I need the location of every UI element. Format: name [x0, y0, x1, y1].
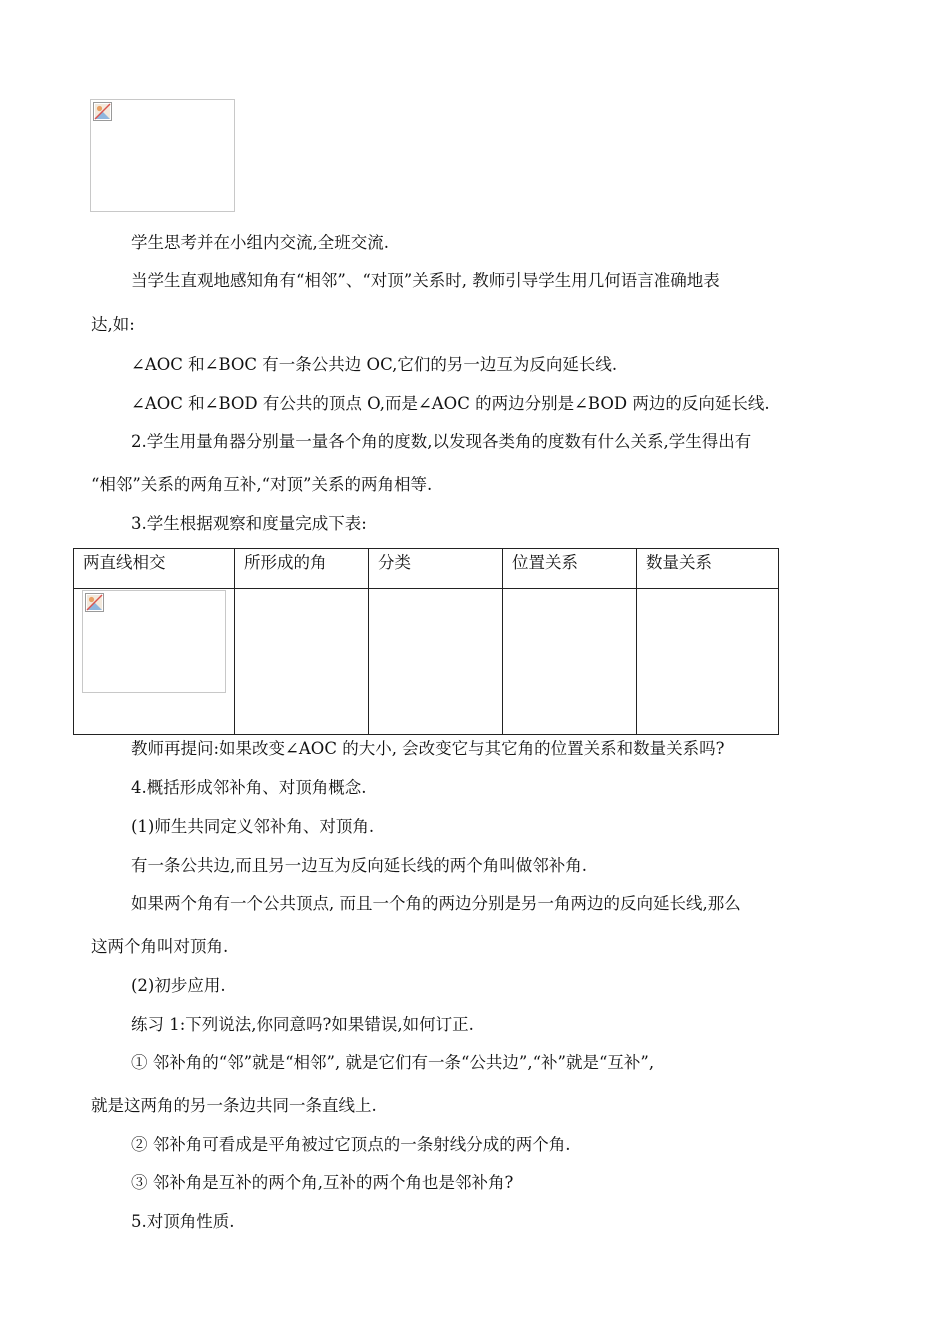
paragraph: 练习 1:下列说法,你同意吗?如果错误,如何订正. — [131, 1015, 474, 1034]
paragraph: 如果两个角有一个公共顶点, 而且一个角的两边分别是另一角两边的反向延长线,那么 — [131, 894, 741, 913]
comparison-table — [73, 548, 779, 735]
paragraph: 达,如: — [91, 315, 135, 334]
paragraph: ② 邻补角可看成是平角被过它顶点的一条射线分成的两个角. — [131, 1135, 571, 1154]
paragraph: 4.概括形成邻补角、对顶角概念. — [131, 778, 367, 797]
paragraph: ∠AOC 和∠BOC 有一条公共边 OC,它们的另一边互为反向延长线. — [131, 355, 618, 374]
broken-image-icon — [85, 593, 104, 612]
paragraph: “相邻”关系的两角互补,“对顶”关系的两角相等. — [91, 475, 433, 494]
table-header-cell: 分类 — [369, 549, 503, 589]
paragraph: 这两个角叫对顶角. — [91, 937, 229, 956]
paragraph: (1)师生共同定义邻补角、对顶角. — [131, 817, 375, 836]
table-cell — [369, 589, 503, 735]
table-cell — [74, 589, 235, 735]
table-header-cell: 位置关系 — [503, 549, 637, 589]
paragraph: 5.对顶角性质. — [131, 1212, 235, 1231]
paragraph: ① 邻补角的“邻”就是“相邻”, 就是它们有一条“公共边”,“补”就是“互补”, — [131, 1053, 655, 1072]
paragraph: ∠AOC 和∠BOD 有公共的顶点 O,而是∠AOC 的两边分别是∠BOD 两边的反向延长线. — [131, 394, 770, 413]
broken-image-icon — [93, 102, 112, 121]
paragraph: ③ 邻补角是互补的两个角,互补的两个角也是邻补角? — [131, 1173, 514, 1192]
paragraph: 有一条公共边,而且另一边互为反向延长线的两个角叫做邻补角. — [131, 856, 587, 875]
table-cell — [235, 589, 369, 735]
paragraph: 当学生直观地感知角有“相邻”、“对顶”关系时, 教师引导学生用几何语言准确地表 — [131, 271, 720, 290]
table-cell — [637, 589, 779, 735]
table-header-cell: 数量关系 — [637, 549, 779, 589]
paragraph: 学生思考并在小组内交流,全班交流. — [131, 233, 389, 252]
table-header-cell: 所形成的角 — [235, 549, 369, 589]
paragraph: 3.学生根据观察和度量完成下表: — [131, 514, 367, 533]
figure-placeholder — [82, 590, 226, 693]
figure-placeholder — [90, 99, 235, 212]
paragraph: (2)初步应用. — [131, 976, 226, 995]
paragraph: 就是这两角的另一条边共同一条直线上. — [91, 1096, 377, 1115]
table-cell — [503, 589, 637, 735]
paragraph: 教师再提问:如果改变∠AOC 的大小, 会改变它与其它角的位置关系和数量关系吗? — [131, 739, 725, 758]
table-header-cell: 两直线相交 — [74, 549, 235, 589]
paragraph: 2.学生用量角器分别量一量各个角的度数,以发现各类角的度数有什么关系,学生得出有 — [131, 432, 752, 451]
